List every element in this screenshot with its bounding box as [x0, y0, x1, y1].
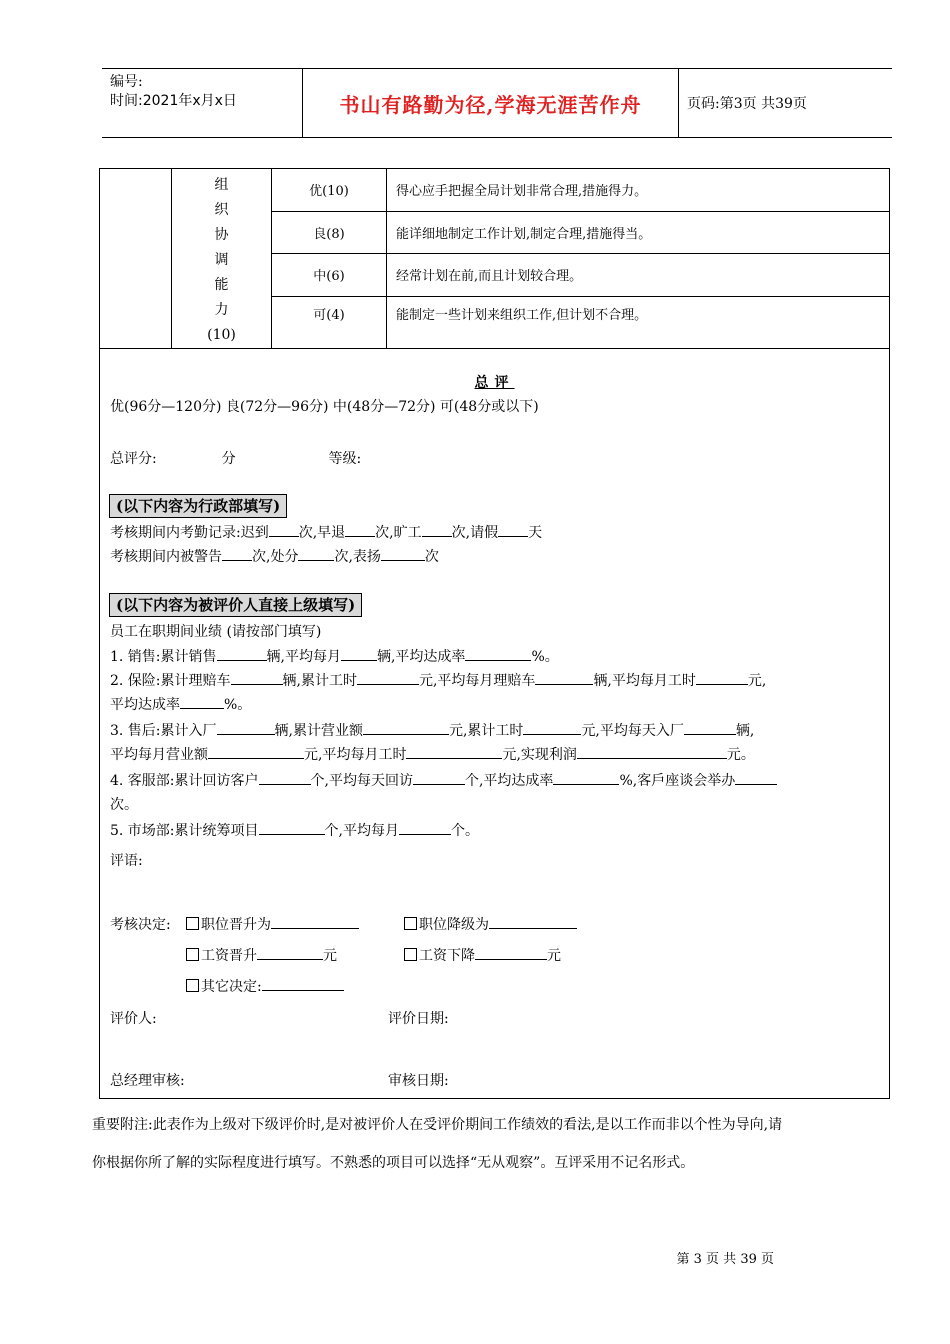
page-header [102, 68, 892, 138]
as-revenue-field[interactable] [363, 720, 449, 735]
demote-checkbox[interactable] [404, 917, 417, 930]
market-row [110, 820, 479, 840]
category-cell [172, 169, 272, 349]
performance-intro: 员工在职期间业绩 (请按部门填写) [110, 624, 322, 640]
total-score-row [110, 448, 361, 468]
comment-label: 评语: [110, 853, 143, 869]
sales-rate-field[interactable] [465, 646, 531, 661]
desc-cell: 能制定一些计划来组织工作,但计划不合理。 [387, 296, 890, 348]
warning-count-field[interactable] [222, 546, 252, 561]
category-char: 组 [214, 177, 229, 193]
text: 次,旷工 [375, 525, 422, 541]
total-score-label: 总评分: [110, 451, 157, 467]
grade-cell: 良(8) [272, 211, 387, 254]
as-daily-field[interactable] [684, 720, 736, 735]
text: 元。 [726, 747, 755, 763]
other-option [186, 976, 344, 996]
desc-cell: 能详细地制定工作计划,制定合理,措施得当。 [387, 211, 890, 254]
important-note [92, 1106, 882, 1182]
text: 辆, [735, 723, 755, 739]
text: 3. 售后:累计入厂 [110, 723, 217, 739]
other-checkbox[interactable] [186, 979, 199, 992]
grade-cell: 可(4) [272, 296, 387, 348]
text: 元,平均每天入厂 [581, 723, 684, 739]
mkt-monthly-field[interactable] [399, 820, 451, 835]
sales-row [110, 646, 559, 666]
category-char: 力 [214, 302, 229, 318]
raise-option [186, 945, 337, 965]
criteria-table [99, 168, 890, 349]
text: 2. 保险:累计理赔车 [110, 673, 231, 689]
text: 元,实现利润 [502, 747, 577, 763]
as-monthly-hours-field[interactable] [406, 744, 502, 759]
text: 职位晋升为 [201, 917, 271, 933]
text: 次,表扬 [334, 549, 381, 565]
text: 次 [424, 549, 439, 565]
desc-cell: 经常计划在前,而且计划较合理。 [387, 254, 890, 297]
text: 其它决定: [201, 979, 262, 995]
text: 辆,平均达成率 [376, 649, 466, 665]
footer-page-number: 第 3 页 共 39 页 [676, 1252, 774, 1267]
note-line-1: 重要附注:此表作为上级对下级评价时,是对被评价人在受评价期间工作绩效的看法,是以工作而非以个性为导向,请 [92, 1117, 783, 1133]
svc-meetings-field[interactable] [735, 770, 777, 785]
promote-option [186, 914, 359, 934]
grade-cell: 优(10) [272, 169, 387, 212]
mkt-projects-field[interactable] [259, 820, 325, 835]
text: 4. 客服部:累计回访客户 [110, 773, 259, 789]
ins-monthly-claims-field[interactable] [535, 670, 593, 685]
number-label: 编号: [110, 74, 143, 90]
score-unit: 分 [221, 451, 236, 467]
text: 辆,平均每月工时 [593, 673, 696, 689]
decision-label: 考核决定: [110, 917, 171, 933]
text: 个,平均每天回访 [310, 773, 413, 789]
sales-monthly-field[interactable] [341, 646, 377, 661]
text: 次,请假 [451, 525, 499, 541]
desc-cell: 得心应手把握全局计划非常合理,措施得力。 [387, 169, 890, 212]
leave-count-field[interactable] [498, 522, 528, 537]
ins-claims-field[interactable] [231, 670, 283, 685]
demote-option [404, 914, 577, 934]
review-date-label: 审核日期: [388, 1073, 449, 1089]
text: 平均每月营业额 [110, 747, 208, 763]
demote-field[interactable] [489, 914, 577, 929]
aftersales-row [110, 720, 754, 740]
early-count-field[interactable] [345, 522, 375, 537]
grade-cell: 中(6) [272, 254, 387, 297]
eval-date-label: 评价日期: [388, 1011, 449, 1027]
raise-field[interactable] [257, 945, 323, 960]
promote-field[interactable] [271, 914, 359, 929]
text: 个,平均每月 [324, 823, 399, 839]
grade-scale: 优(96分—120分) 良(72分—96分) 中(48分—72分) 可(48分或以下) [110, 399, 539, 415]
text: 元 [323, 948, 337, 964]
aftersales-row-2 [110, 744, 755, 764]
as-profit-field[interactable] [577, 744, 727, 759]
text: 个,平均达成率 [464, 773, 554, 789]
text: 元 [547, 948, 561, 964]
text: 次。 [110, 797, 138, 813]
text: 元,累计工时 [448, 723, 524, 739]
text: 个。 [450, 823, 479, 839]
sales-total-field[interactable] [217, 646, 267, 661]
text: 元, [747, 673, 767, 689]
discipline-label: 考核期间内被警告 [110, 549, 222, 565]
text: %,客戶座谈会举办 [619, 773, 736, 789]
text: 天 [528, 525, 543, 541]
late-count-field[interactable] [269, 522, 299, 537]
ins-monthly-hours-field[interactable] [696, 670, 748, 685]
category-char: (10) [207, 327, 236, 343]
text: 工资晋升 [201, 948, 257, 964]
text: 次,处分 [252, 549, 299, 565]
ins-rate-field[interactable] [180, 694, 224, 709]
text: 元,平均每月工时 [304, 747, 407, 763]
attendance-row [110, 522, 542, 542]
text: %。 [531, 649, 559, 665]
as-intake-field[interactable] [217, 720, 275, 735]
text: 辆,累计工时 [282, 673, 357, 689]
svc-daily-field[interactable] [413, 770, 465, 785]
svc-visits-field[interactable] [259, 770, 311, 785]
summary-title: 总评 [474, 375, 515, 391]
text: 工资下降 [419, 948, 475, 964]
text: 元,平均每月理赔车 [418, 673, 536, 689]
discipline-row [110, 546, 439, 566]
header-info [102, 69, 303, 137]
page-footer [0, 1248, 950, 1267]
text: 平均达成率 [110, 697, 180, 713]
as-hours-field[interactable] [523, 720, 581, 735]
cut-option [404, 945, 561, 965]
cut-checkbox[interactable] [404, 948, 417, 961]
as-monthly-revenue-field[interactable] [208, 744, 304, 759]
insurance-row-2 [110, 694, 251, 714]
praise-count-field[interactable] [381, 546, 425, 561]
summary-box [99, 342, 890, 1099]
service-row-2 [110, 794, 138, 814]
supervisor-section-header: (以下内容为被评价人直接上级填写) [109, 593, 362, 617]
svc-rate-field[interactable] [553, 770, 619, 785]
raise-checkbox[interactable] [186, 948, 199, 961]
text: 1. 销售:累计销售 [110, 649, 217, 665]
ins-hours-field[interactable] [357, 670, 419, 685]
text: 辆,平均每月 [266, 649, 341, 665]
absent-count-field[interactable] [422, 522, 452, 537]
text: 5. 市场部:累计统筹项目 [110, 823, 259, 839]
time-label: 时间:2021年x月x日 [110, 93, 237, 109]
blank-cell [100, 169, 172, 349]
text: 次,早退 [298, 525, 346, 541]
category-char: 协 [214, 227, 229, 243]
motto: 书山有路勤为径,学海无涯苦作舟 [303, 69, 679, 137]
note-line-2: 你根据你所了解的实际程度进行填写。不熟悉的项目可以选择“无从观察”。互评采用不记名形式。 [92, 1155, 695, 1171]
grade-label: 等级: [328, 451, 362, 467]
category-char: 织 [214, 202, 229, 218]
punish-count-field[interactable] [298, 546, 334, 561]
insurance-row [110, 670, 766, 690]
promote-checkbox[interactable] [186, 917, 199, 930]
gm-review-label: 总经理审核: [110, 1073, 185, 1089]
category-char: 能 [214, 277, 229, 293]
category-char: 调 [214, 252, 229, 268]
other-field[interactable] [262, 976, 344, 991]
evaluator-label: 评价人: [110, 1011, 157, 1027]
text: 辆,累计营业额 [274, 723, 363, 739]
page-indicator: 页码:第3页 共39页 [687, 96, 807, 112]
attendance-label: 考核期间内考勤记录:迟到 [110, 525, 269, 541]
service-row [110, 770, 777, 790]
cut-field[interactable] [475, 945, 547, 960]
text: %。 [224, 697, 252, 713]
admin-section-header: (以下内容为行政部填写) [109, 494, 287, 518]
text: 职位降级为 [419, 917, 489, 933]
